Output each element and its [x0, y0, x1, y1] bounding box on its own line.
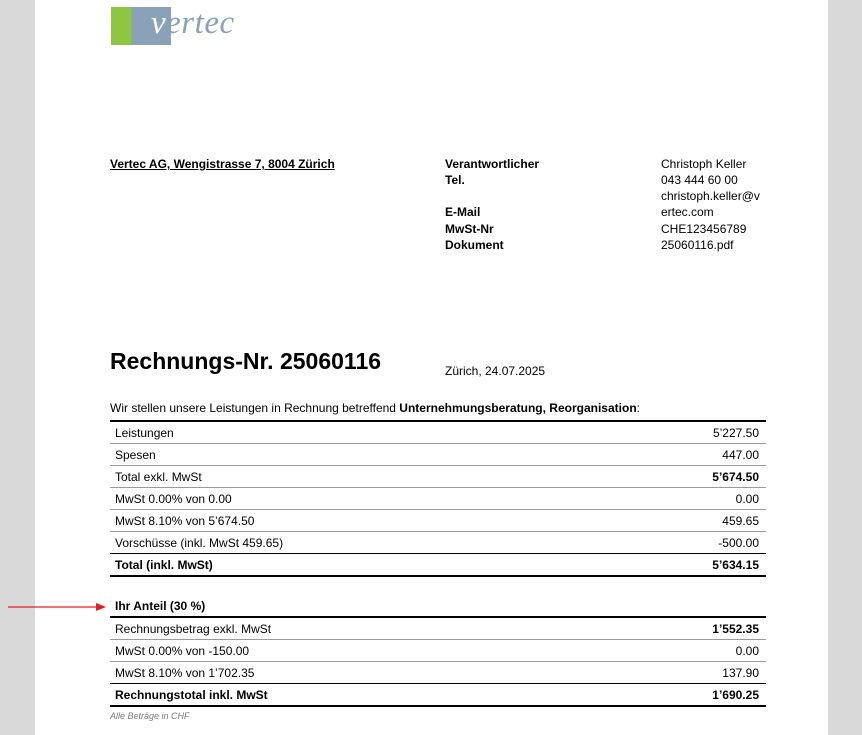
row-label: Total (inkl. MwSt): [115, 557, 213, 572]
table-row: [110, 422, 766, 444]
row-label: MwSt 8.10% von 5’674.50: [115, 513, 255, 528]
invoice-date: Zürich, 24.07.2025: [445, 364, 546, 378]
invoice-page: [35, 0, 828, 735]
share-table: [110, 616, 766, 707]
red-arrow-icon: [8, 600, 106, 614]
row-value: 447.00: [722, 447, 759, 462]
vertec-logo: [111, 7, 251, 47]
value-email-line1: christoph.keller@v: [661, 189, 760, 203]
intro-prefix: Wir stellen unsere Leistungen in Rechnung betreffend: [110, 401, 400, 415]
summary-table: [110, 420, 766, 577]
row-label: Rechnungsbetrag exkl. MwSt: [115, 621, 272, 636]
row-label: Rechnungstotal inkl. MwSt: [115, 687, 268, 702]
table-row: [110, 640, 766, 662]
table-row: [110, 466, 766, 488]
intro-suffix: :: [636, 401, 640, 415]
row-label: Vorschüsse (inkl. MwSt 459.65): [115, 535, 284, 550]
table-row: [110, 618, 766, 640]
table-row: [110, 662, 766, 684]
table-row: [110, 510, 766, 532]
row-value: 5’634.15: [712, 557, 759, 572]
value-document: 25060116.pdf: [661, 238, 734, 252]
row-label: Spesen: [115, 447, 156, 462]
row-value: -500.00: [718, 535, 759, 550]
label-document: Dokument: [445, 238, 504, 252]
table-row-total: [110, 554, 766, 577]
label-email: E-Mail: [445, 205, 481, 219]
label-responsible: Verantwortlicher: [445, 157, 540, 171]
row-value: 1’690.25: [712, 687, 759, 702]
row-value: 0.00: [735, 491, 759, 506]
logo-wordmark: vertec: [151, 5, 235, 41]
row-label: MwSt 0.00% von -150.00: [115, 643, 250, 658]
table-row: [110, 444, 766, 466]
row-value: 459.65: [722, 513, 759, 528]
row-label: Leistungen: [115, 425, 174, 440]
row-label: MwSt 0.00% von 0.00: [115, 491, 232, 506]
share-heading: Ihr Anteil (30 %): [115, 599, 206, 613]
value-email-line2: ertec.com: [661, 205, 714, 219]
row-label: MwSt 8.10% von 1’702.35: [115, 665, 255, 680]
row-value: 1’552.35: [712, 621, 759, 636]
invoice-title: Rechnungs-Nr. 25060116: [110, 348, 382, 374]
row-value: 5’674.50: [712, 469, 759, 484]
value-vat: CHE123456789: [661, 222, 747, 236]
label-tel: Tel.: [445, 173, 465, 187]
table-row-total: [110, 684, 766, 707]
intro-subject: Unternehmungsberatung, Reorganisation: [399, 401, 637, 415]
row-label: Total exkl. MwSt: [115, 469, 202, 484]
table-row: [110, 488, 766, 510]
sender-address: Vertec AG, Wengistrasse 7, 8004 Zürich: [110, 157, 335, 171]
logo-green-block: [111, 7, 131, 45]
currency-footnote: Alle Beträge in CHF: [110, 711, 190, 721]
row-value: 0.00: [735, 643, 759, 658]
table-row: [110, 532, 766, 554]
row-value: 137.90: [722, 665, 759, 680]
row-value: 5’227.50: [712, 425, 759, 440]
invoice-intro: [110, 401, 640, 415]
value-responsible: Christoph Keller: [661, 157, 747, 171]
label-vat: MwSt-Nr: [445, 222, 494, 236]
value-tel: 043 444 60 00: [661, 173, 738, 187]
